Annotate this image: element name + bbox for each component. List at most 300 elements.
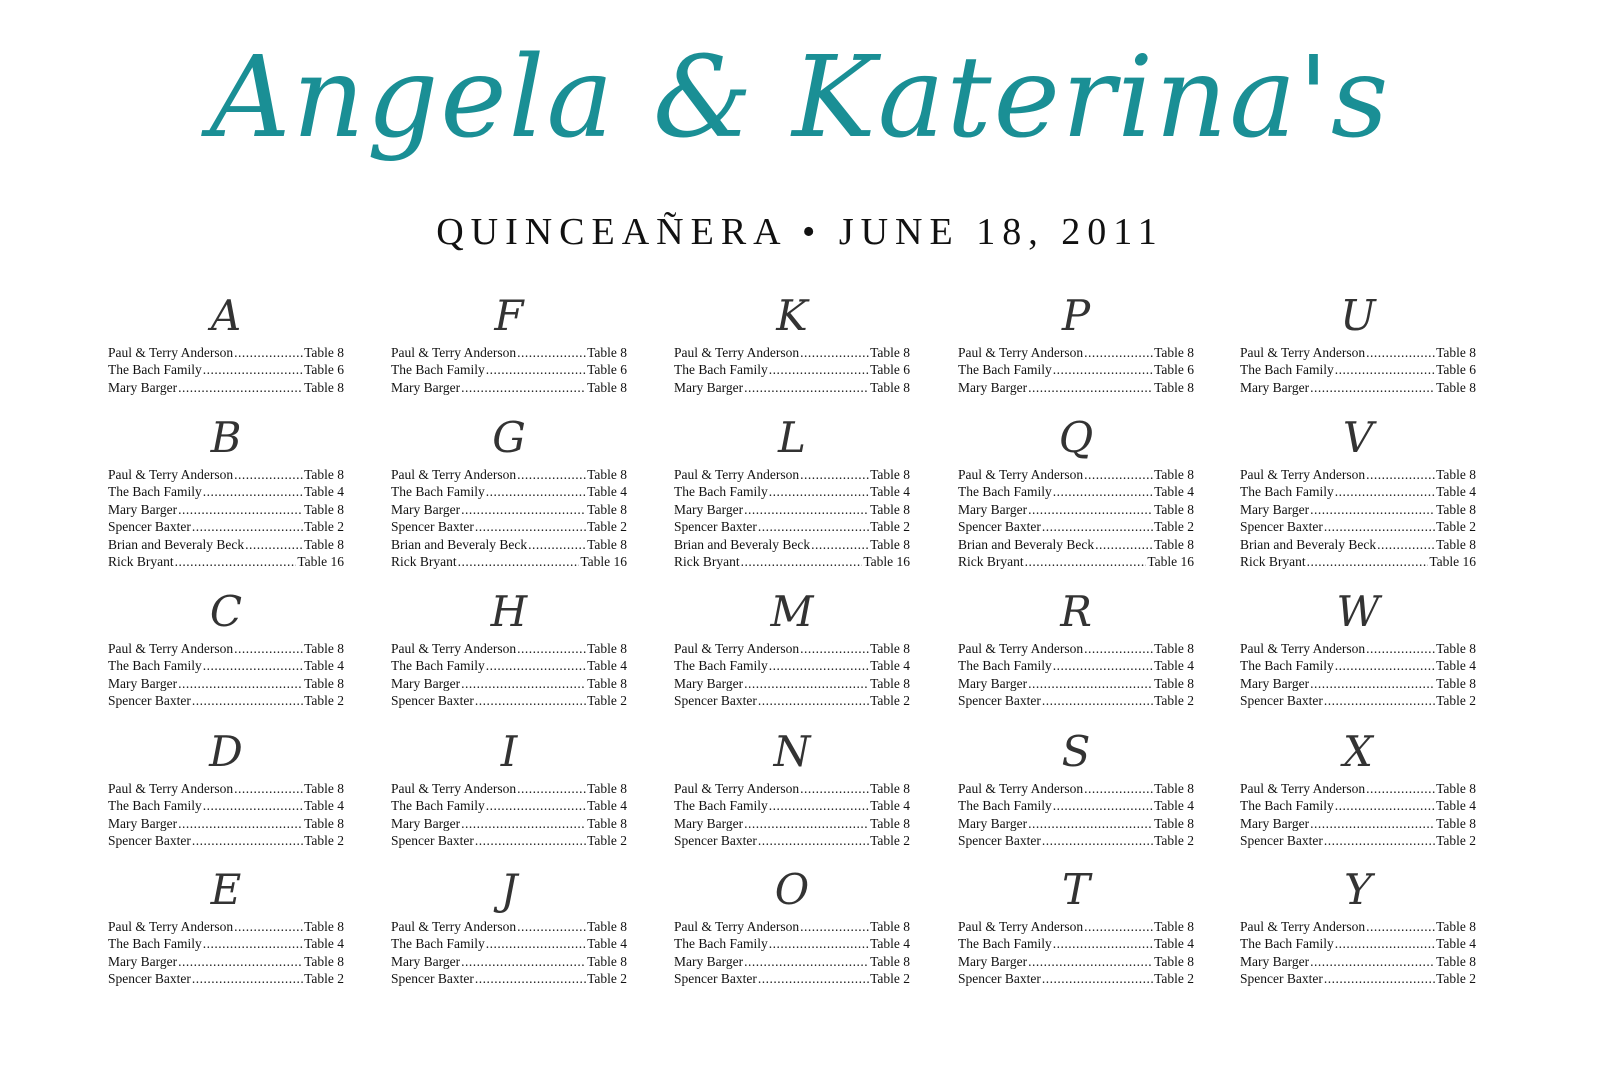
- dot-leader: [1335, 361, 1435, 378]
- letter-section: [1240, 862, 1476, 988]
- table-number: Table 2: [1154, 693, 1194, 709]
- guest-name: Spencer Baxter: [108, 971, 191, 987]
- guest-entry: [674, 553, 910, 570]
- table-number: Table 8: [1436, 536, 1476, 552]
- table-number: Table 8: [1154, 675, 1194, 691]
- guest-entry: [674, 832, 910, 849]
- guest-entry: [391, 344, 627, 361]
- guest-entry: [391, 935, 627, 952]
- table-number: Table 2: [870, 833, 910, 849]
- guest-name: Mary Barger: [958, 815, 1028, 831]
- dot-leader: [1335, 483, 1435, 500]
- dot-leader: [1366, 780, 1435, 797]
- table-number: Table 8: [1154, 641, 1194, 656]
- guest-name: Mary Barger: [958, 675, 1028, 691]
- table-number: Table 4: [1436, 798, 1476, 814]
- table-number: Table 8: [1436, 501, 1476, 517]
- guest-name: Spencer Baxter: [108, 693, 191, 709]
- dot-leader: [175, 553, 297, 570]
- dot-leader: [517, 918, 586, 935]
- letter-monogram: K: [776, 291, 808, 340]
- guest-entry: [958, 675, 1194, 692]
- table-number: Table 8: [587, 675, 627, 691]
- dot-leader: [234, 640, 303, 657]
- table-number: Table 6: [304, 362, 344, 378]
- guest-entry: [1240, 536, 1476, 553]
- guest-name: Mary Barger: [391, 379, 461, 395]
- table-number: Table 4: [870, 798, 910, 814]
- guest-name: The Bach Family: [958, 362, 1052, 378]
- guest-list: [958, 918, 1194, 988]
- table-number: Table 8: [304, 641, 344, 656]
- guest-name: Mary Barger: [674, 953, 744, 969]
- table-number: Table 8: [1436, 379, 1476, 395]
- guest-list: [958, 344, 1194, 396]
- table-number: Table 8: [587, 536, 627, 552]
- letter-section: [958, 410, 1194, 570]
- guest-entry: [391, 675, 627, 692]
- table-number: Table 4: [1154, 658, 1194, 674]
- dot-leader: [192, 692, 303, 709]
- dot-leader: [1324, 692, 1435, 709]
- guest-name: Spencer Baxter: [674, 833, 757, 849]
- dot-leader: [1095, 536, 1153, 553]
- letter-monogram: R: [1060, 587, 1092, 636]
- dot-leader: [758, 832, 869, 849]
- letter-monogram: M: [770, 587, 814, 636]
- guest-name: Paul & Terry Anderson: [1240, 345, 1366, 360]
- guest-entry: [391, 518, 627, 535]
- guest-entry: [958, 466, 1194, 483]
- table-number: Table 2: [870, 519, 910, 535]
- guest-name: The Bach Family: [391, 798, 485, 814]
- table-number: Table 4: [870, 484, 910, 500]
- guest-name: Spencer Baxter: [108, 519, 191, 535]
- guest-entry: [1240, 483, 1476, 500]
- guest-entry: [1240, 657, 1476, 674]
- table-number: Table 8: [870, 815, 910, 831]
- table-number: Table 2: [304, 519, 344, 535]
- guest-entry: [958, 970, 1194, 987]
- dot-leader: [245, 536, 303, 553]
- guest-name: Spencer Baxter: [391, 519, 474, 535]
- guest-entry: [108, 832, 344, 849]
- guest-name: Spencer Baxter: [1240, 519, 1323, 535]
- table-number: Table 4: [1154, 936, 1194, 952]
- dot-leader: [458, 553, 580, 570]
- dot-leader: [203, 361, 303, 378]
- guest-entry: [391, 379, 627, 396]
- guest-list: [1240, 780, 1476, 850]
- table-number: Table 8: [870, 919, 910, 934]
- guest-name: Paul & Terry Anderson: [674, 781, 800, 796]
- table-number: Table 8: [587, 919, 627, 934]
- table-number: Table 8: [870, 536, 910, 552]
- table-number: Table 8: [870, 641, 910, 656]
- table-number: Table 8: [304, 345, 344, 360]
- table-number: Table 2: [304, 693, 344, 709]
- guest-list: [674, 640, 910, 710]
- letter-monogram: U: [1340, 291, 1376, 340]
- guest-name: Spencer Baxter: [958, 833, 1041, 849]
- table-number: Table 2: [304, 971, 344, 987]
- guest-name: Rick Bryant: [958, 554, 1024, 570]
- guest-entry: [108, 553, 344, 570]
- guest-entry: [108, 361, 344, 378]
- guest-list: [674, 466, 910, 570]
- dot-leader: [1084, 344, 1153, 361]
- guest-entry: [108, 344, 344, 361]
- guest-name: Mary Barger: [674, 379, 744, 395]
- table-number: Table 8: [1436, 675, 1476, 691]
- guest-list: [1240, 344, 1476, 396]
- guest-entry: [958, 797, 1194, 814]
- letter-section: [958, 584, 1194, 710]
- guest-entry: [108, 780, 344, 797]
- guest-name: The Bach Family: [674, 484, 768, 500]
- guest-list: [108, 640, 344, 710]
- guest-name: Mary Barger: [1240, 501, 1310, 517]
- guest-name: Mary Barger: [108, 379, 178, 395]
- table-number: Table 8: [587, 815, 627, 831]
- guest-entry: [958, 379, 1194, 396]
- guest-list: [108, 918, 344, 988]
- table-number: Table 2: [587, 833, 627, 849]
- guest-entry: [1240, 344, 1476, 361]
- table-number: Table 4: [1436, 936, 1476, 952]
- table-number: Table 8: [1436, 345, 1476, 360]
- guest-name: Rick Bryant: [391, 554, 457, 570]
- letter-section: [1240, 288, 1476, 396]
- table-number: Table 6: [1154, 362, 1194, 378]
- dot-leader: [769, 935, 869, 952]
- guest-name: Paul & Terry Anderson: [674, 641, 800, 656]
- dot-leader: [800, 466, 869, 483]
- table-number: Table 6: [1436, 362, 1476, 378]
- guest-name: The Bach Family: [391, 362, 485, 378]
- table-number: Table 8: [304, 953, 344, 969]
- letter-section: [108, 724, 344, 850]
- guest-name: Spencer Baxter: [674, 971, 757, 987]
- guest-name: Mary Barger: [108, 501, 178, 517]
- guest-name: Mary Barger: [108, 815, 178, 831]
- table-number: Table 16: [1429, 554, 1476, 570]
- guest-entry: [108, 675, 344, 692]
- guest-name: Paul & Terry Anderson: [958, 345, 1084, 360]
- guest-entry: [958, 361, 1194, 378]
- guest-name: Paul & Terry Anderson: [108, 467, 234, 482]
- guest-entry: [958, 536, 1194, 553]
- guest-entry: [108, 466, 344, 483]
- guest-entry: [391, 501, 627, 518]
- guest-name: Paul & Terry Anderson: [958, 919, 1084, 934]
- guest-name: Paul & Terry Anderson: [958, 467, 1084, 482]
- dot-leader: [178, 815, 303, 832]
- table-number: Table 2: [304, 833, 344, 849]
- guest-list: [674, 344, 910, 396]
- guest-entry: [391, 361, 627, 378]
- table-number: Table 8: [870, 675, 910, 691]
- table-number: Table 8: [1154, 379, 1194, 395]
- guest-entry: [958, 780, 1194, 797]
- guest-name: Spencer Baxter: [1240, 833, 1323, 849]
- guest-name: The Bach Family: [1240, 798, 1334, 814]
- guest-entry: [958, 483, 1194, 500]
- guest-entry: [1240, 797, 1476, 814]
- guest-name: Paul & Terry Anderson: [108, 345, 234, 360]
- guest-entry: [958, 832, 1194, 849]
- dot-leader: [192, 518, 303, 535]
- table-number: Table 8: [1154, 781, 1194, 796]
- guest-name: The Bach Family: [391, 658, 485, 674]
- guest-name: Mary Barger: [958, 953, 1028, 969]
- dot-leader: [178, 379, 303, 396]
- guest-entry: [108, 501, 344, 518]
- table-number: Table 8: [870, 953, 910, 969]
- table-number: Table 16: [1147, 554, 1194, 570]
- table-number: Table 8: [1436, 953, 1476, 969]
- guest-name: The Bach Family: [1240, 658, 1334, 674]
- dot-leader: [486, 483, 586, 500]
- guest-entry: [391, 466, 627, 483]
- letter-section: [674, 862, 910, 988]
- table-number: Table 2: [587, 971, 627, 987]
- table-number: Table 4: [1154, 484, 1194, 500]
- guest-entry: [1240, 553, 1476, 570]
- letter-section: [108, 410, 344, 570]
- guest-entry: [391, 640, 627, 657]
- dot-leader: [234, 780, 303, 797]
- guest-entry: [108, 918, 344, 935]
- guest-name: Paul & Terry Anderson: [1240, 641, 1366, 656]
- dot-leader: [741, 553, 863, 570]
- dot-leader: [517, 640, 586, 657]
- guest-name: The Bach Family: [958, 658, 1052, 674]
- guest-entry: [674, 918, 910, 935]
- table-number: Table 16: [863, 554, 910, 570]
- letter-section: [391, 584, 627, 710]
- guest-name: Mary Barger: [108, 675, 178, 691]
- dot-leader: [1366, 918, 1435, 935]
- guest-name: Paul & Terry Anderson: [674, 919, 800, 934]
- dot-leader: [1335, 797, 1435, 814]
- table-number: Table 16: [580, 554, 627, 570]
- table-number: Table 8: [587, 781, 627, 796]
- table-number: Table 8: [587, 501, 627, 517]
- table-number: Table 8: [1154, 345, 1194, 360]
- guest-entry: [1240, 675, 1476, 692]
- table-number: Table 2: [1154, 833, 1194, 849]
- dot-leader: [1324, 832, 1435, 849]
- guest-name: Rick Bryant: [674, 554, 740, 570]
- table-number: Table 8: [870, 467, 910, 482]
- guest-entry: [108, 483, 344, 500]
- table-number: Table 8: [304, 675, 344, 691]
- dot-leader: [1053, 657, 1153, 674]
- dot-leader: [486, 361, 586, 378]
- guest-name: The Bach Family: [674, 936, 768, 952]
- table-number: Table 8: [1436, 781, 1476, 796]
- letter-monogram: T: [1061, 865, 1090, 914]
- guest-entry: [1240, 918, 1476, 935]
- guest-entry: [108, 953, 344, 970]
- guest-entry: [108, 536, 344, 553]
- letter-monogram: I: [500, 727, 518, 776]
- table-number: Table 16: [297, 554, 344, 570]
- guest-name: Paul & Terry Anderson: [958, 641, 1084, 656]
- letter-monogram: S: [1061, 727, 1091, 776]
- guest-entry: [391, 536, 627, 553]
- guest-name: The Bach Family: [108, 658, 202, 674]
- guest-entry: [674, 815, 910, 832]
- dot-leader: [461, 953, 586, 970]
- guest-name: Brian and Beveraly Beck: [958, 536, 1095, 552]
- guest-name: Brian and Beveraly Beck: [1240, 536, 1377, 552]
- guest-entry: [1240, 640, 1476, 657]
- table-number: Table 8: [1154, 815, 1194, 831]
- dot-leader: [1042, 832, 1153, 849]
- guest-name: Mary Barger: [674, 815, 744, 831]
- table-number: Table 8: [587, 379, 627, 395]
- letter-monogram: F: [494, 291, 524, 340]
- guest-list: [391, 344, 627, 396]
- letter-monogram: L: [778, 413, 806, 462]
- table-number: Table 8: [304, 536, 344, 552]
- dot-leader: [1028, 953, 1153, 970]
- letter-monogram: X: [1343, 727, 1373, 776]
- letter-monogram: G: [492, 413, 526, 462]
- guest-name: Mary Barger: [391, 501, 461, 517]
- dot-leader: [1053, 935, 1153, 952]
- letter-section: [108, 862, 344, 988]
- guest-entry: [108, 657, 344, 674]
- letter-section: [391, 724, 627, 850]
- guest-name: The Bach Family: [674, 362, 768, 378]
- guest-entry: [108, 935, 344, 952]
- guest-name: Paul & Terry Anderson: [674, 345, 800, 360]
- seating-chart: [108, 288, 1508, 1028]
- guest-entry: [674, 379, 910, 396]
- guest-name: Paul & Terry Anderson: [391, 345, 517, 360]
- dot-leader: [517, 780, 586, 797]
- dot-leader: [1084, 780, 1153, 797]
- table-number: Table 8: [870, 345, 910, 360]
- guest-entry: [1240, 692, 1476, 709]
- guest-name: Mary Barger: [1240, 953, 1310, 969]
- letter-section: [391, 288, 627, 396]
- guest-name: Spencer Baxter: [958, 971, 1041, 987]
- guest-name: Paul & Terry Anderson: [958, 781, 1084, 796]
- guest-entry: [391, 797, 627, 814]
- dot-leader: [1042, 970, 1153, 987]
- guest-name: The Bach Family: [1240, 362, 1334, 378]
- table-number: Table 4: [587, 484, 627, 500]
- letter-section: [108, 584, 344, 710]
- dot-leader: [517, 344, 586, 361]
- letter-section: [1240, 410, 1476, 570]
- guest-list: [958, 466, 1194, 570]
- guest-entry: [674, 970, 910, 987]
- guest-name: The Bach Family: [108, 362, 202, 378]
- guest-entry: [108, 518, 344, 535]
- table-number: Table 6: [870, 362, 910, 378]
- dot-leader: [769, 657, 869, 674]
- dot-leader: [744, 815, 869, 832]
- guest-name: Mary Barger: [958, 379, 1028, 395]
- dot-leader: [1084, 918, 1153, 935]
- letter-monogram: J: [500, 865, 518, 914]
- letter-section: [674, 724, 910, 850]
- dot-leader: [1028, 815, 1153, 832]
- table-number: Table 4: [304, 798, 344, 814]
- table-number: Table 2: [1436, 519, 1476, 535]
- guest-name: Brian and Beveraly Beck: [674, 536, 811, 552]
- guest-name: Spencer Baxter: [1240, 693, 1323, 709]
- dot-leader: [203, 657, 303, 674]
- guest-name: The Bach Family: [1240, 936, 1334, 952]
- dot-leader: [1324, 970, 1435, 987]
- guest-name: Paul & Terry Anderson: [391, 467, 517, 482]
- guest-list: [674, 780, 910, 850]
- dot-leader: [811, 536, 869, 553]
- dot-leader: [1053, 797, 1153, 814]
- guest-entry: [674, 657, 910, 674]
- table-number: Table 2: [1154, 971, 1194, 987]
- guest-name: Mary Barger: [674, 501, 744, 517]
- letter-monogram: E: [210, 865, 242, 914]
- guest-list: [674, 918, 910, 988]
- guest-name: The Bach Family: [108, 936, 202, 952]
- guest-entry: [674, 483, 910, 500]
- dot-leader: [192, 832, 303, 849]
- column-3: [674, 288, 910, 1028]
- guest-name: Paul & Terry Anderson: [391, 641, 517, 656]
- dot-leader: [203, 483, 303, 500]
- guest-entry: [958, 344, 1194, 361]
- table-number: Table 8: [587, 953, 627, 969]
- guest-entry: [674, 518, 910, 535]
- guest-entry: [958, 657, 1194, 674]
- dot-leader: [486, 935, 586, 952]
- guest-entry: [958, 953, 1194, 970]
- guest-entry: [108, 692, 344, 709]
- dot-leader: [1025, 553, 1147, 570]
- table-number: Table 8: [1436, 815, 1476, 831]
- guest-entry: [108, 797, 344, 814]
- letter-monogram: P: [1061, 291, 1091, 340]
- table-number: Table 8: [1436, 919, 1476, 934]
- guest-name: The Bach Family: [1240, 484, 1334, 500]
- guest-name: Spencer Baxter: [674, 693, 757, 709]
- dot-leader: [1335, 935, 1435, 952]
- table-number: Table 2: [870, 693, 910, 709]
- table-number: Table 2: [1436, 833, 1476, 849]
- dot-leader: [461, 501, 586, 518]
- letter-section: [391, 862, 627, 988]
- guest-entry: [391, 970, 627, 987]
- dot-leader: [769, 361, 869, 378]
- dot-leader: [758, 518, 869, 535]
- guest-entry: [1240, 953, 1476, 970]
- table-number: Table 2: [1436, 971, 1476, 987]
- dot-leader: [769, 797, 869, 814]
- guest-entry: [108, 379, 344, 396]
- guest-name: Mary Barger: [108, 953, 178, 969]
- guest-list: [108, 780, 344, 850]
- table-number: Table 4: [870, 936, 910, 952]
- guest-entry: [958, 501, 1194, 518]
- table-number: Table 8: [304, 815, 344, 831]
